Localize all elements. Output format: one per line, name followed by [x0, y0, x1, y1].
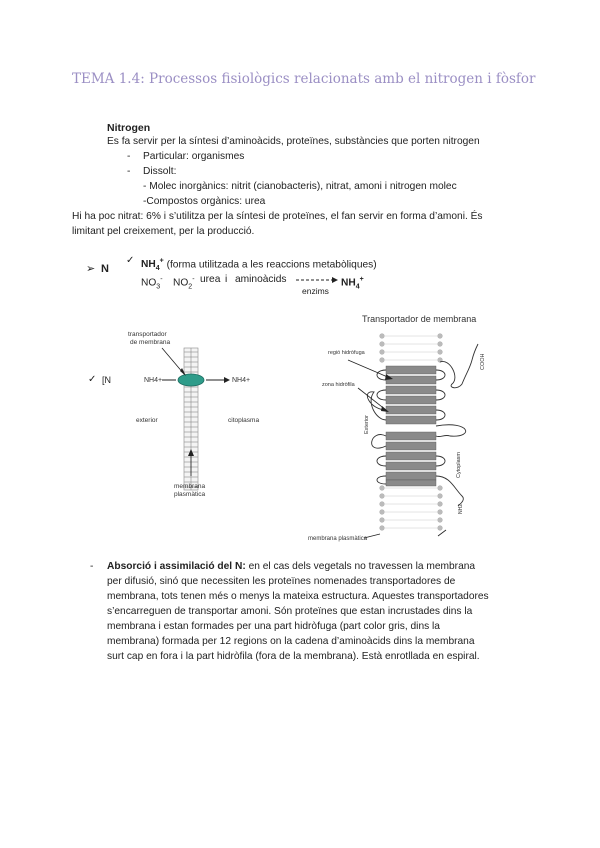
- absorcio-line: surt cap en fora i la part hidròfila (fora de la membrana). Està enrotllada en espiral.: [107, 651, 480, 662]
- list-item-particular: Particular: organismes: [143, 151, 245, 162]
- paragraph-line: Hi ha poc nitrat: 6% i s’utilitza per la síntesi de proteïnes, el fan servir en forma d’amoni. És: [72, 211, 483, 222]
- label-citoplasma: citoplasma: [228, 417, 260, 424]
- absorcio-line: membrana, tots tenen més o menys la mateixa estructura. Aquestes transportadores: [107, 591, 489, 602]
- label-nh4-right: NH4+: [232, 377, 251, 384]
- formula-nh4: $NH_4^+$: [341, 276, 364, 291]
- word-urea: urea: [200, 274, 221, 285]
- label-enzims: enzims: [302, 286, 329, 296]
- label-membrana-plasmatica: membrana plasmàtica: [308, 536, 368, 542]
- sub-item-inorganic: - Molec inorgànics: nitrit (cianobacteris), nitrat, amoni i nitrogen molec: [143, 181, 457, 192]
- absorcio-line: membrana) formada per 12 regions on la cadena d’aminoàcids dins la membrana: [107, 636, 475, 647]
- label-membrana: membrana: [174, 483, 206, 490]
- label-nh2: NH2: [458, 503, 464, 514]
- label-transportador-2: de membrana: [130, 339, 171, 346]
- label-exterior: exterior: [136, 417, 158, 424]
- figure-left-transporter: [118, 318, 308, 508]
- absorcio-line: membrana i estan formades per una part hidròfuga (part color gris, dins la: [107, 621, 440, 632]
- absorcio-line: s’encarreguen de transportar amoni. Són proteïnes que estan incrustades dins la: [107, 606, 473, 617]
- fig-right-title: Transportador de membrana: [362, 314, 477, 324]
- label-plasmatica: plasmàtica: [174, 491, 206, 498]
- formula-no3: $NO_3^-$: [141, 276, 163, 291]
- bullet-bracket-n: [N: [102, 375, 111, 385]
- list-dash: -: [127, 151, 131, 162]
- word-i: i: [225, 274, 228, 285]
- label-cooh: COOH: [480, 353, 486, 370]
- formula-no2: $NO_2^-$: [173, 276, 195, 291]
- arrow-bullet-icon: ➢: [86, 263, 96, 275]
- label-nh4-left: NH4+: [144, 377, 163, 384]
- page-title: TEMA 1.4: Processos fisiològics relacionats amb el nitrogen i fòsfor: [72, 71, 536, 87]
- list-dash: -: [90, 561, 94, 572]
- word-aminoacids: aminoàcids: [235, 274, 287, 285]
- label-hidrofuga: regió hidròfuga: [328, 350, 365, 356]
- label-transportador: transportador: [128, 331, 167, 338]
- label-hidrofila: zona hidròfila: [322, 382, 355, 388]
- list-dash: -: [127, 166, 131, 177]
- paragraph-line: limitant pel creixement, per la producció.: [72, 226, 255, 237]
- section-heading: Nitrogen: [107, 122, 151, 134]
- absorcio-line: per difusió, sinó que necessiten les proteïnes nomenades transportadores de: [107, 576, 456, 587]
- figure-right-transporter: [300, 308, 500, 546]
- check-icon: ✓: [126, 255, 135, 266]
- list-item-dissolt: Dissolt:: [143, 166, 177, 177]
- bullet-n: N: [101, 263, 109, 275]
- intro-line: Es fa servir per la síntesi d’aminoàcids, proteïnes, substàncies que porten nitrogen: [107, 136, 480, 147]
- label-exterior-right: Exterior: [364, 415, 370, 434]
- label-cytoplasm: Cytoplasm: [456, 452, 462, 478]
- nh4-line: $NH_4^+$ (forma utilitzada a les reaccions metabòliques): [141, 258, 377, 273]
- check-icon: ✓: [88, 374, 97, 385]
- absorcio-line-1: Absorció i assimilació del N: en el cas dels vegetals no travessen la membrana: [107, 561, 476, 572]
- sub-item-organic: -Compostos orgànics: urea: [143, 196, 266, 207]
